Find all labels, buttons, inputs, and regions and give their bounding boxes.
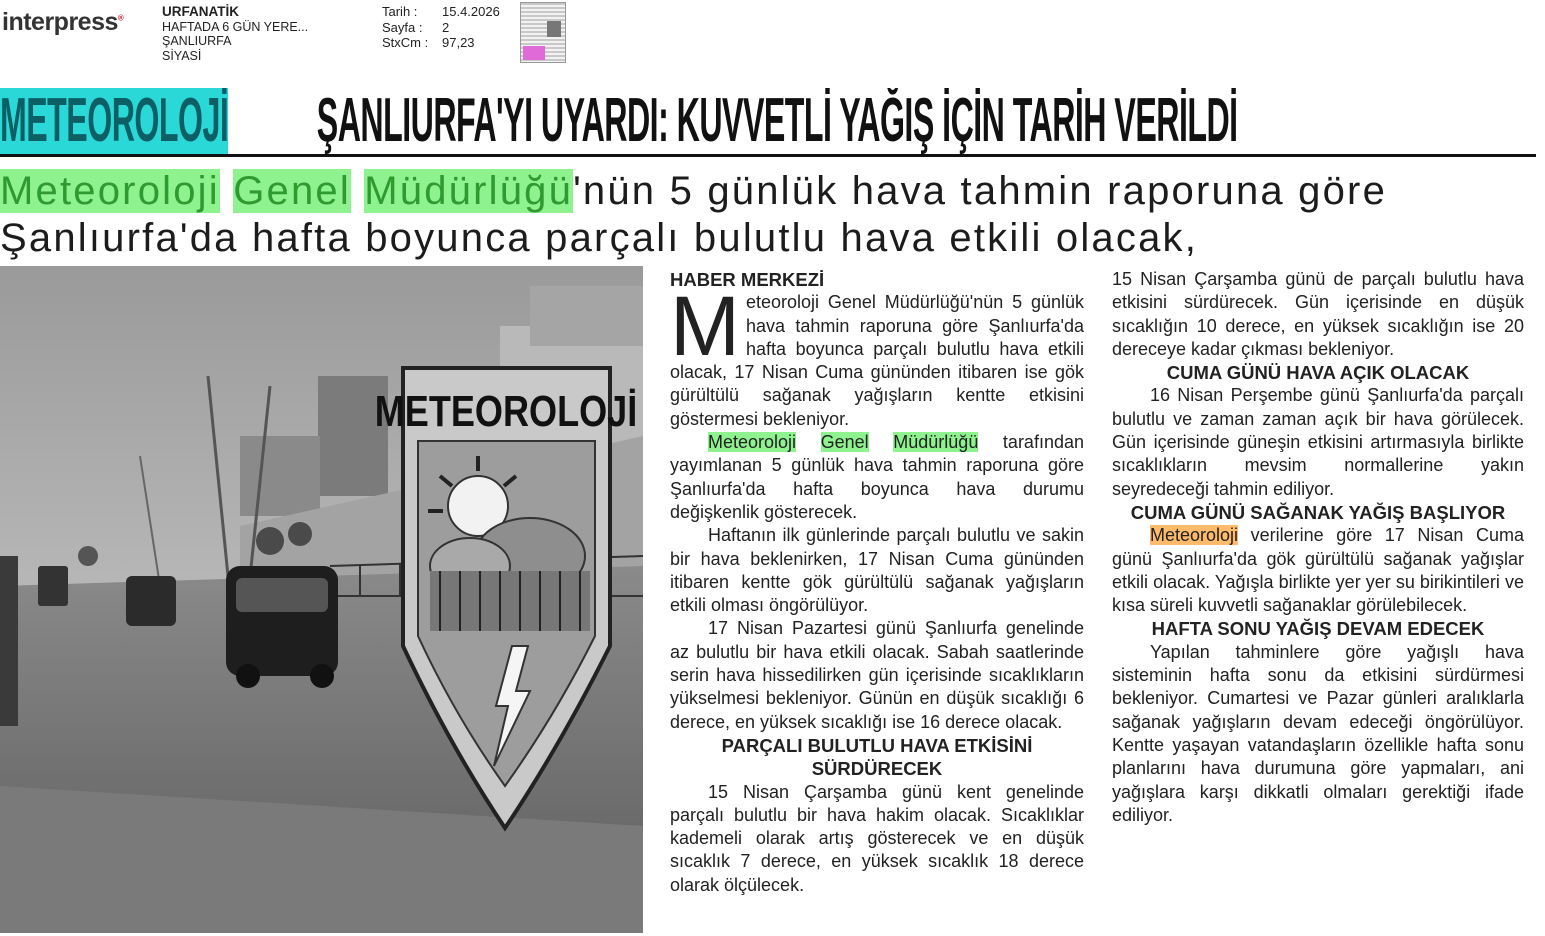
- headline: [0, 88, 1536, 157]
- page-thumbnail[interactable]: [520, 2, 566, 63]
- registered-icon: ®: [117, 13, 124, 23]
- paragraph-8: Meteoroloji verilerine göre 17 Nisan Cuma günü Şanlıurfa'da gök gürültülü sağanak yağışlar etkili olacak. Yağışla birlikte yer yer su birikintileri ve kısa süreli kuvvetli sağanaklar görülebilecek.: [1112, 525, 1524, 616]
- meta-date: [382, 4, 500, 20]
- meta-date-value: 15.4.2026: [442, 4, 500, 19]
- publication-category: SİYASİ: [162, 48, 202, 63]
- paragraph-1: Meteoroloji Genel Müdürlüğü'nün 5 günlük hava tahmin raporuna göre Şanlıurfa'da hafta boyunca parçalı bulutlu hava etkili olacak, 17 Nisan Cuma gününden itibaren ise gök gürültülü sağanak yağışların kentte etkisini göstermesi bekleniyor.: [670, 279, 1084, 429]
- subtitle-highlight-3: Müdürlüğü: [364, 169, 574, 213]
- drop-cap: M: [670, 279, 740, 374]
- highlight-meteoroloji-orange: Meteoroloji: [1150, 525, 1239, 546]
- subtitle-text: 'nün 5 günlük hava tahmin raporuna göre Şanlıurfa'da hafta boyunca parçalı bulutlu hava etkili olacak,: [0, 169, 1388, 260]
- meta-stxcm-label: StxCm :: [382, 35, 429, 50]
- rainy-road-photo: [0, 266, 643, 933]
- article-photo: [0, 266, 643, 933]
- subheading-2: CUMA GÜNÜ HAVA AÇIK OLACAK: [1166, 362, 1470, 384]
- publication-slogan: HAFTADA 6 GÜN YERE...: [162, 19, 309, 34]
- meta-date-label: Tarih :: [382, 4, 418, 19]
- paragraph-2: Meteoroloji Genel Müdürlüğü tarafından yayımlanan 5 günlük hava tahmin raporuna göre Şanlıurfa'da hafta boyunca hava durumu değişkenlik gösterecek.: [670, 432, 1084, 522]
- paragraph-7: 16 Nisan Perşembe günü Şanlıurfa'da parçalı bulutlu ve zaman zaman açık bir hava görülecek. Gün içerisinde güneşin etkisini artırmasıyla birlikte sıcaklıkların mevsim normallerine yakın seyredeceği tahmin ediliyor.: [1112, 385, 1524, 499]
- logo-text: interpress: [2, 8, 118, 36]
- meta-page: [382, 20, 500, 36]
- highlight-genel: Genel: [820, 432, 869, 453]
- subheading-4: HAFTA SONU YAĞIŞ DEVAM EDECEK: [1151, 618, 1485, 640]
- paragraph-6: 15 Nisan Çarşamba günü de parçalı bulutlu hava etkisini sürdürecek. Gün içerisinde en düşük sıcaklığın 10 derece, en yüksek sıcaklığın ise 20 dereceye kadar çıkması bekleniyor.: [1112, 269, 1524, 359]
- interpress-logo: [2, 8, 123, 37]
- paragraph-5: 15 Nisan Çarşamba günü kent genelinde parçalı bulutlu bir hava hakim olacak. Sıcaklıklar kademeli olarak artış gösterecek ve en düşük sıcaklık 7 derece, en yüksek sıcaklık 18 derece olarak ölçülecek.: [670, 781, 1084, 895]
- subtitle-highlight-2: Genel: [233, 169, 351, 213]
- headline-highlight: METEOROLOJİ: [0, 88, 229, 155]
- meta-stxcm-value: 97,23: [442, 35, 475, 50]
- paragraph-9: Yapılan tahminlere göre yağışlı hava sisteminin hafta sonu da etkisini sürdürmesi bekleniyor. Cumartesi ve Pazar günleri aralıklarla sağanak yağışların devam edeceği öngörülüyor. Kentte yaşayan vatandaşların özellikle hafta sonu planlarını hava durumuna göre yapmaları, ani yağışlara karşı dikkatli olmaları gerektiği ifade ediliyor.: [1112, 641, 1524, 825]
- subheading-1: PARÇALI BULUTLU HAVA ETKİSİNİ SÜRDÜRECEK: [721, 734, 1033, 780]
- subtitle-highlight-1: Meteoroloji: [0, 169, 220, 213]
- subheading-3: CUMA GÜNÜ SAĞANAK YAĞIŞ BAŞLIYOR: [1130, 501, 1506, 523]
- paragraph-3: Haftanın ilk günlerinde parçalı bulutlu ve sakin bir hava beklenirken, 17 Nisan Cuma gününden itibaren kentte gök gürültülü sağanak yağışların etkili olması öngörülüyor.: [670, 525, 1084, 616]
- paragraph-4: 17 Nisan Pazartesi günü Şanlıurfa genelinde az bulutlu bir hava etkili olacak. Sabah saatlerinde serin hava hissedilirken gün içerisinde sıcaklıkların yükselmesi bekleniyor. Günün en düşük sıcaklığı 6 derece, en yüksek sıcaklığı ise 16 derece olacak.: [670, 618, 1084, 732]
- publication-name: URFANATİK: [162, 4, 239, 19]
- article-column-2: [1112, 268, 1524, 936]
- publication-info: [162, 5, 308, 63]
- meta-page-label: Sayfa :: [382, 19, 423, 35]
- highlight-mudurlugu: Müdürlüğü: [893, 432, 979, 453]
- byline: HABER MERKEZİ: [670, 269, 825, 290]
- headline-text: ŞANLIURFA'YI UYARDI: KUVVETLİ YAĞIŞ İÇİN TARİH VERİLDİ: [316, 88, 1238, 155]
- publication-city: ŞANLIURFA: [162, 34, 232, 48]
- sign-text: METEOROLOJİ: [374, 386, 638, 436]
- meta-page-value: 2: [442, 19, 450, 35]
- article-column-1: [670, 268, 1084, 936]
- subtitle: [0, 168, 1540, 262]
- meta-stxcm: [382, 35, 500, 51]
- clipping-meta: [382, 4, 500, 51]
- highlight-meteoroloji: Meteoroloji: [708, 432, 797, 453]
